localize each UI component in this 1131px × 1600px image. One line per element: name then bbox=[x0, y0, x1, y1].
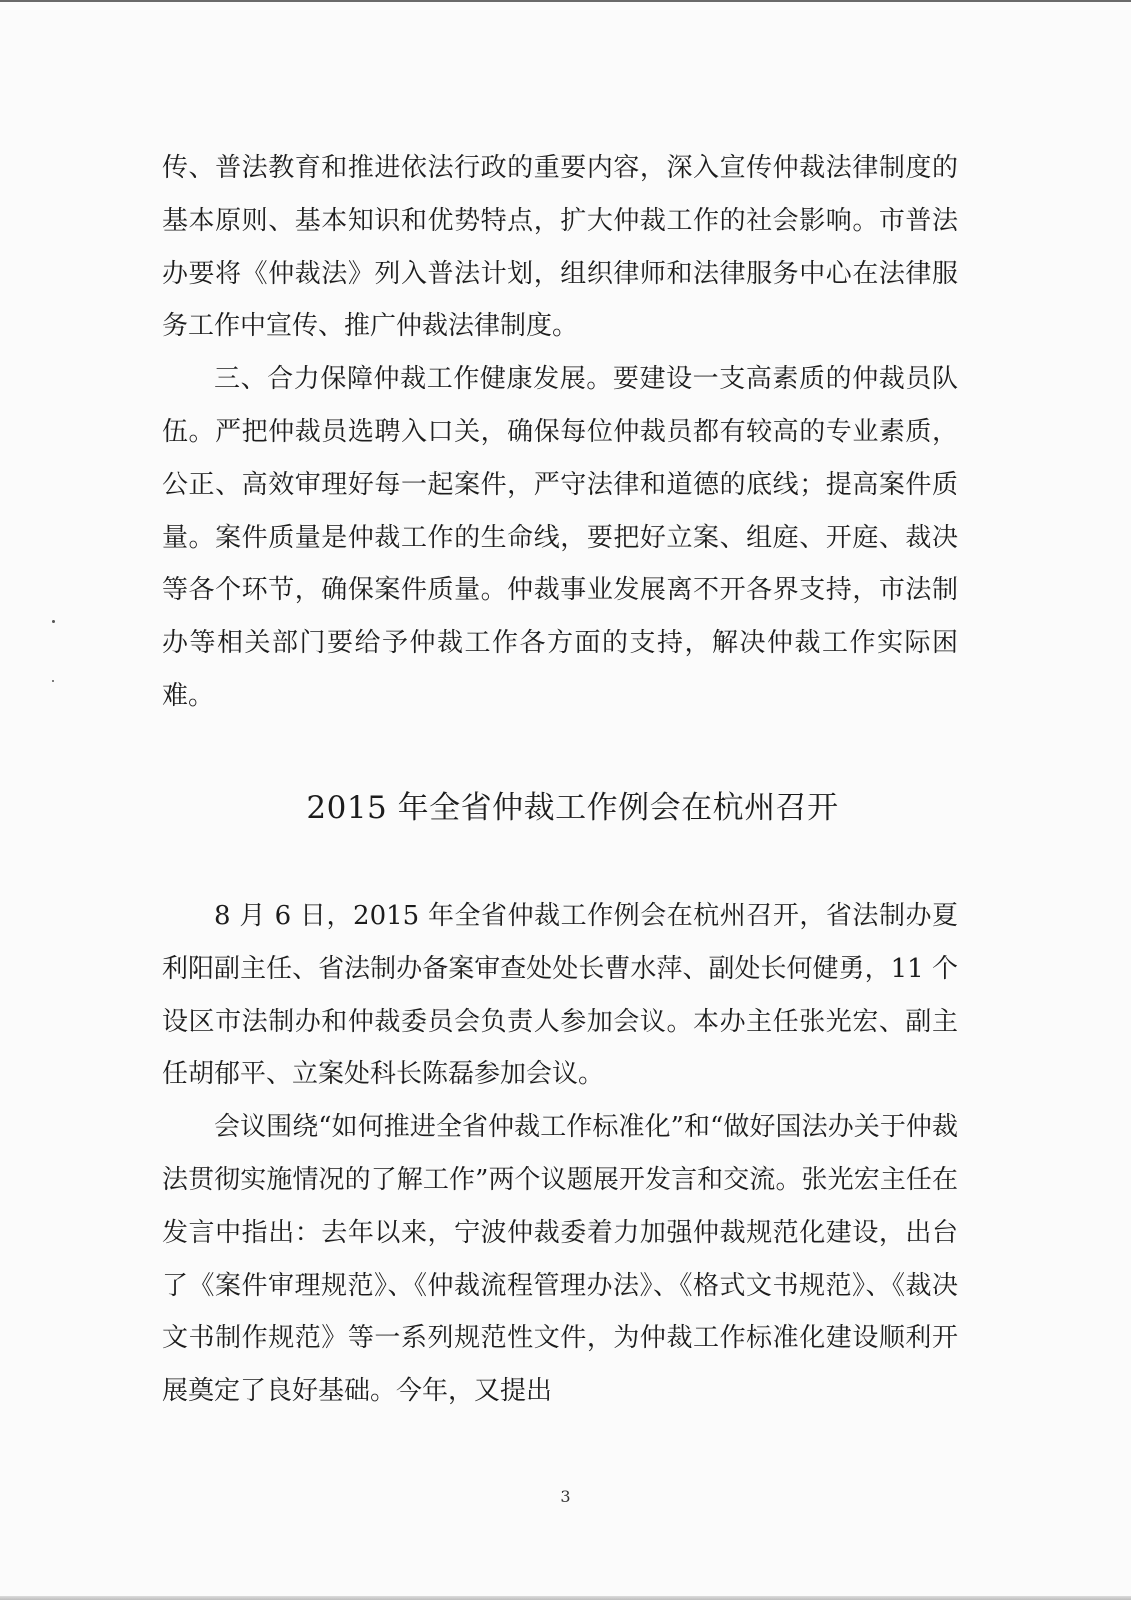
scan-speck bbox=[52, 620, 55, 623]
article-paragraph-2: 会议围绕“如何推进全省仲裁工作标准化”和“做好国法办关于仲裁法贯彻实施情况的了解工作”两个议题展开发言和交流。张光宏主任在发言中指出：去年以来，宁波仲裁委着力加强仲裁规范化建设，出台了《案件审理规范》、《仲裁流程管理办法》、《格式文书规范》、《裁决文书制作规范》等一系列规范性文件，为仲裁工作标准化建设顺利开展奠定了良好基础。今年，又提出 bbox=[162, 1112, 958, 1407]
continued-section bbox=[162, 142, 958, 723]
scan-bottom-edge bbox=[0, 1596, 1131, 1600]
scan-speck bbox=[52, 680, 54, 682]
scan-top-edge bbox=[0, 0, 1131, 2]
article-title: 2015 年全省仲裁工作例会在杭州召开 bbox=[306, 790, 839, 826]
article-body bbox=[162, 890, 958, 1418]
page-number: 3 bbox=[560, 1487, 571, 1506]
paragraph-point-three: 三、合力保障仲裁工作健康发展。要建设一支高素质的仲裁员队伍。严把仲裁员选聘入口关，确保每位仲裁员都有较高的专业素质，公正、高效审理好每一起案件，严守法律和道德的底线；提高案件质量。案件质量是仲裁工作的生命线，要把好立案、组庭、开庭、裁决等各个环节，确保案件质量。仲裁事业发展离不开各界支持，市法制办等相关部门要给予仲裁工作各方面的支持，解决仲裁工作实际困难。 bbox=[162, 364, 958, 711]
article-paragraph-1: 8 月 6 日，2015 年全省仲裁工作例会在杭州召开，省法制办夏利阳副主任、省法制办备案审查处处长曹水萍、副处长何健勇，11 个设区市法制办和仲裁委员会负责人参加会议。本办主任张光宏、副主任胡郁平、立案处科长陈磊参加会议。 bbox=[162, 901, 958, 1090]
paragraph-continued: 传、普法教育和推进依法行政的重要内容，深入宣传仲裁法律制度的基本原则、基本知识和优势特点，扩大仲裁工作的社会影响。市普法办要将《仲裁法》列入普法计划，组织律师和法律服务中心在法律服务工作中宣传、推广仲裁法律制度。 bbox=[162, 153, 958, 342]
